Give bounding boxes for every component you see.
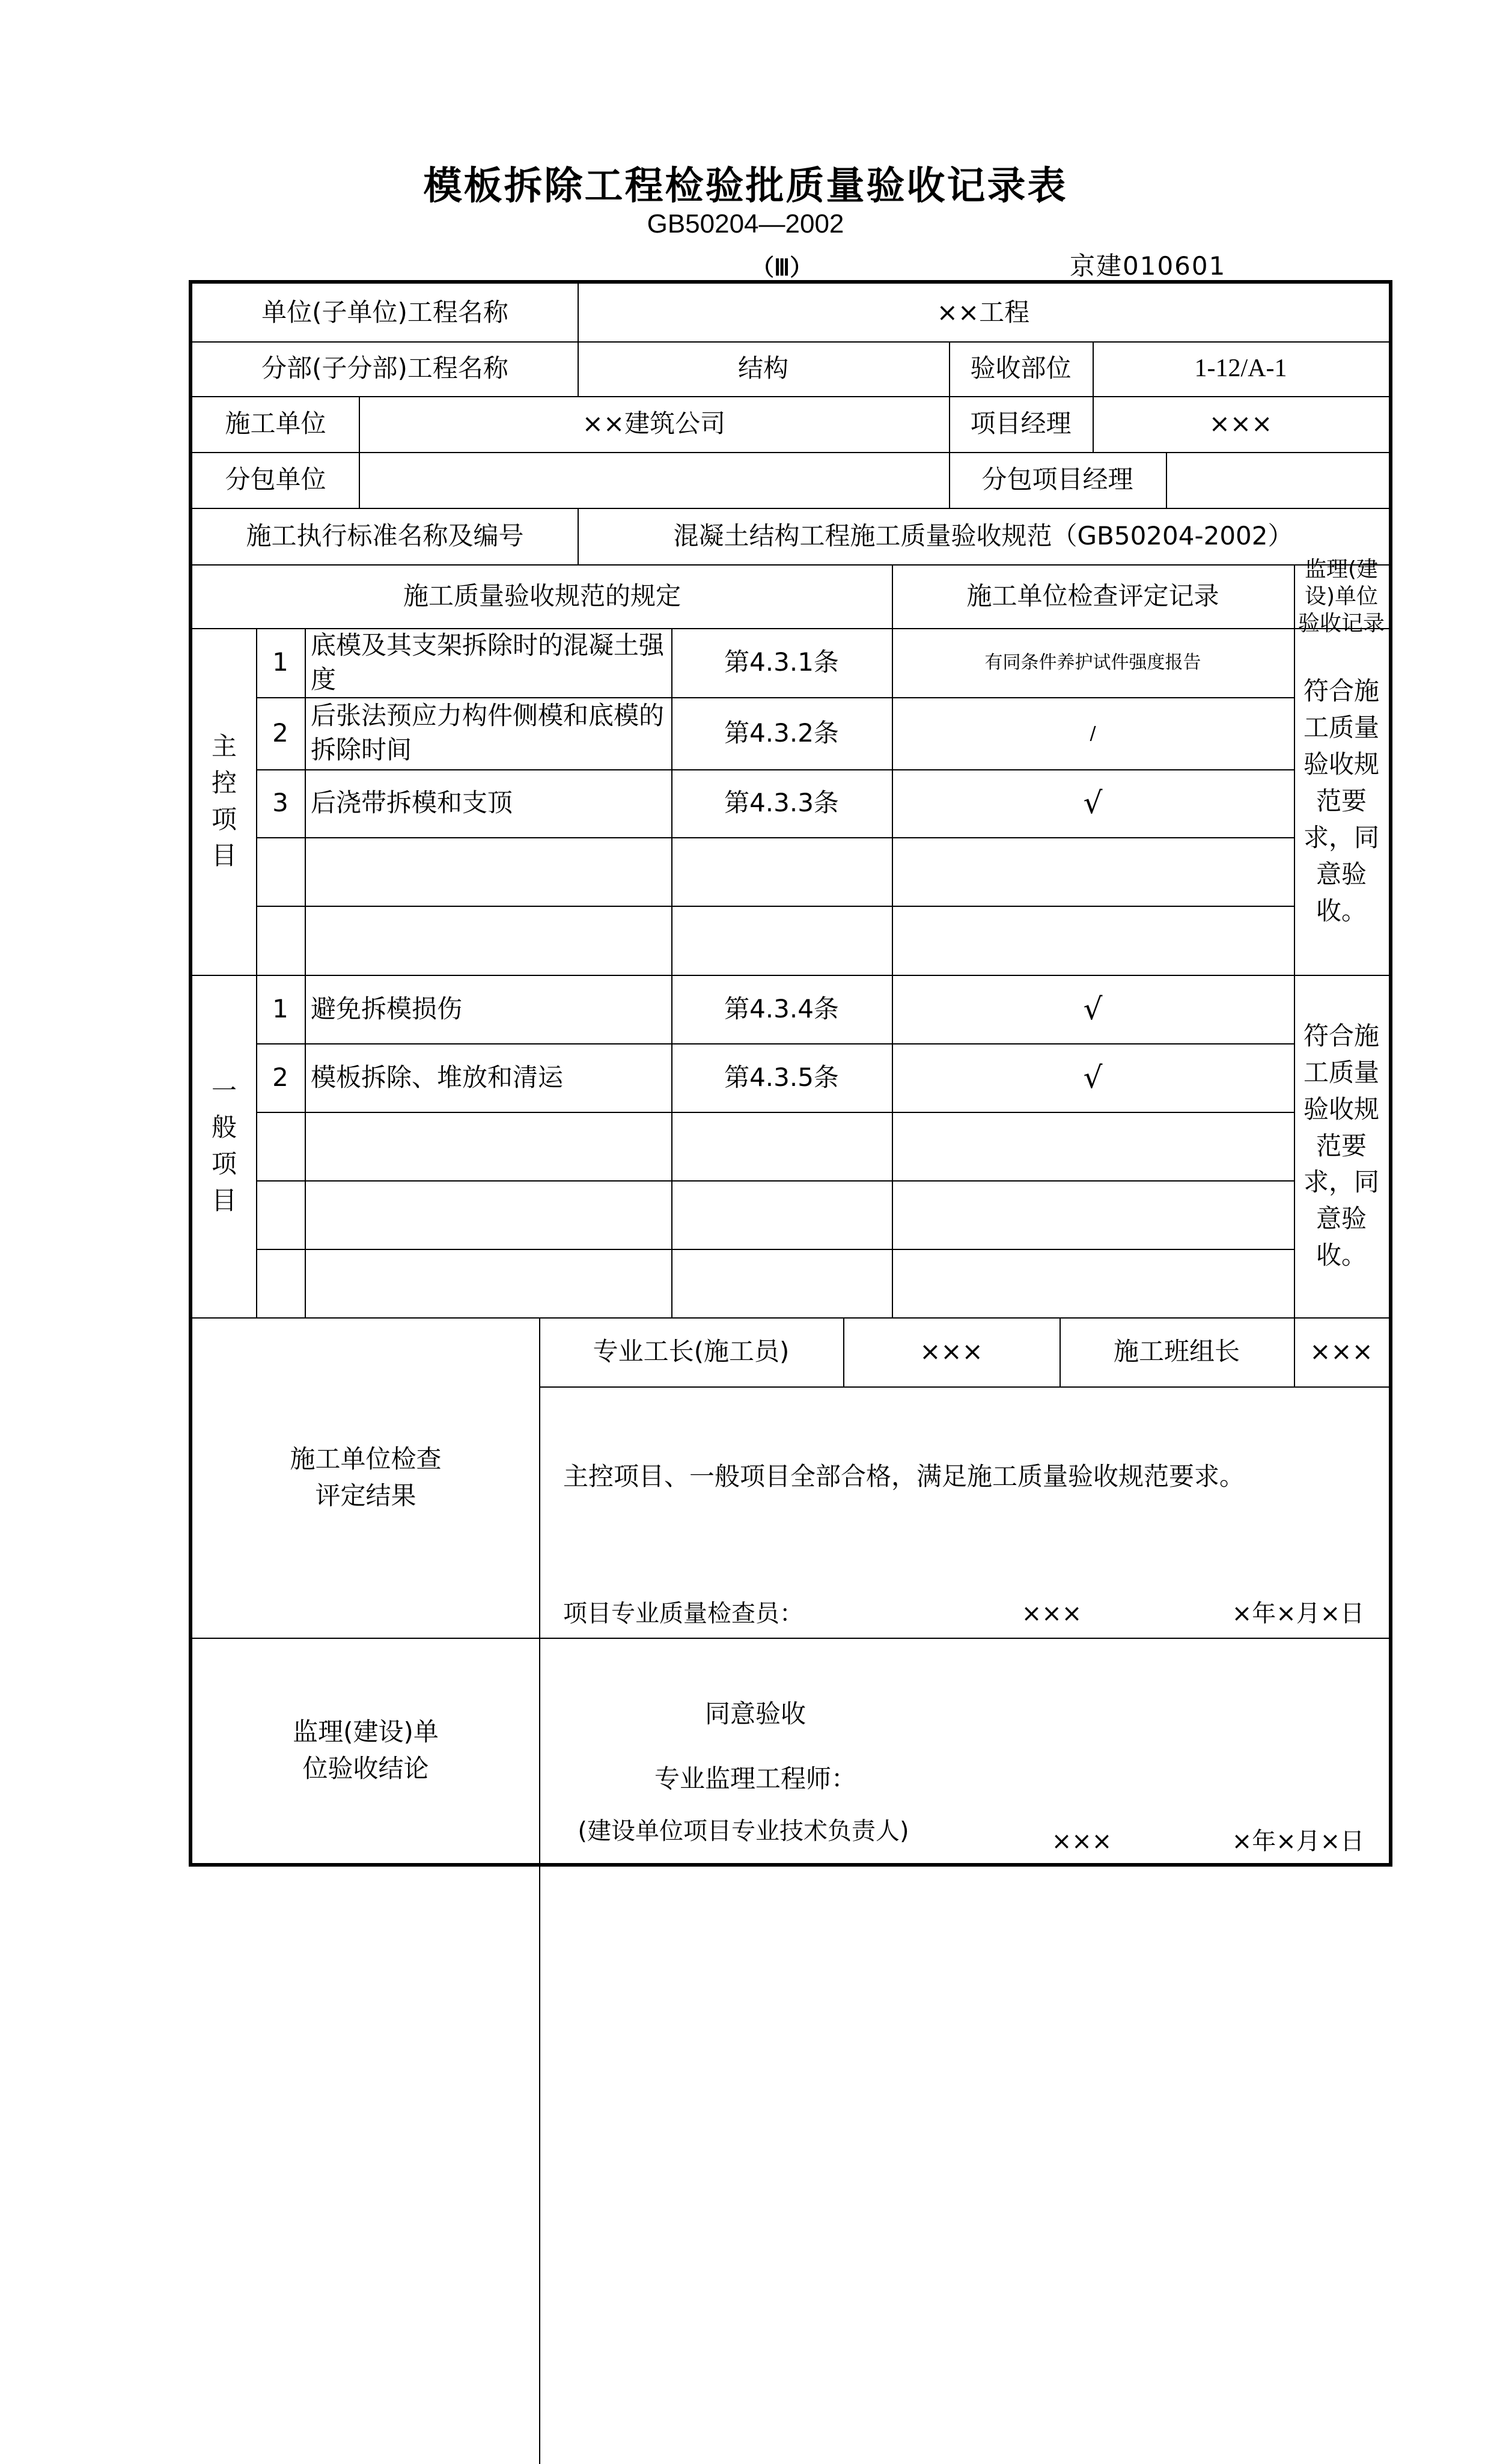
main-item-no: 1: [272, 647, 288, 677]
header-spec: 施工质量验收规范的规定: [403, 581, 681, 611]
general-items-verdict: 符合施工质量验收规范要求，同意验收。: [1303, 1020, 1379, 1270]
engineer-date: ×年×月×日: [1231, 1828, 1365, 1855]
sub-project-value: 结构: [737, 353, 788, 383]
engineer-label-2: (建设单位项目专业技术负责人): [578, 1817, 909, 1845]
inspector-date: ×年×月×日: [1231, 1600, 1365, 1627]
engineer-label: 专业监理工程师：: [654, 1764, 856, 1794]
main-items-verdict: 符合施工质量验收规范要求，同意验收。: [1303, 676, 1379, 926]
main-item-record: /: [1090, 722, 1096, 744]
engineer-value: ×××: [1051, 1828, 1112, 1855]
leader-value: ×××: [1310, 1337, 1373, 1367]
main-items-label: 主控项目: [211, 731, 237, 871]
inspector-value: ×××: [1021, 1600, 1082, 1627]
leader-label: 施工班组长: [1113, 1337, 1240, 1367]
sub-code: （Ⅲ）: [751, 255, 813, 281]
contractor-label: 施工单位: [225, 409, 326, 439]
sub-pm-label: 分包项目经理: [981, 465, 1133, 495]
document-title: 模板拆除工程检验批质量验收记录表: [423, 164, 1068, 209]
header-supervisor: 监理(建设)单位验收记录: [1297, 557, 1385, 636]
main-item-name: 底模及其支架拆除时的混凝土强度: [311, 630, 665, 694]
standard-value: 混凝土结构工程施工质量验收规范（GB50204-2002）: [673, 520, 1293, 550]
general-items-label: 一般项目: [211, 1076, 237, 1215]
contractor-value: ××建筑公司: [582, 409, 726, 439]
general-item-no: 1: [272, 993, 288, 1023]
general-item-name: 避免拆模损伤: [311, 993, 463, 1023]
general-item-record: √: [1083, 1060, 1103, 1095]
position-label: 验收部位: [970, 353, 1072, 383]
supervision-text: 同意验收: [704, 1698, 806, 1728]
check-result-label: 施工单位检查评定结果: [290, 1444, 442, 1510]
main-item-clause: 第4.3.3条: [724, 788, 839, 818]
position-value: 1-12/A-1: [1194, 355, 1287, 383]
general-item-record: √: [1083, 991, 1103, 1026]
inspection-table: [189, 280, 1392, 1867]
main-item-no: 2: [272, 718, 288, 748]
standard-code: GB50204—2002: [647, 209, 844, 239]
project-name-value: ××工程: [936, 297, 1030, 327]
supervision-label: 监理(建设)单位验收结论: [293, 1716, 439, 1783]
project-name-label: 单位(子单位)工程名称: [261, 297, 508, 327]
subcontractor-label: 分包单位: [225, 465, 326, 495]
main-item-name: 后张法预应力构件侧模和底模的拆除时间: [311, 701, 665, 764]
foreman-label: 专业工长(施工员): [593, 1337, 790, 1367]
general-item-clause: 第4.3.4条: [724, 993, 839, 1023]
sub-pm-value: [1166, 452, 1389, 508]
foreman-value: ×××: [919, 1337, 983, 1367]
inspector-label: 项目专业质量检查员：: [563, 1600, 803, 1627]
general-item-clause: 第4.3.5条: [724, 1062, 839, 1092]
main-item-no: 3: [272, 788, 288, 818]
general-item-no: 2: [272, 1062, 288, 1092]
main-item-record: 有同条件养护试件强度报告: [984, 652, 1201, 673]
main-item-clause: 第4.3.2条: [724, 718, 839, 748]
check-result-text: 主控项目、一般项目全部合格，满足施工质量验收规范要求。: [563, 1461, 1245, 1491]
header-check: 施工单位检查评定记录: [966, 581, 1219, 611]
main-item-name: 后浇带拆模和支顶: [311, 788, 513, 818]
general-item-name: 模板拆除、堆放和清运: [311, 1062, 564, 1092]
sub-project-label: 分部(子分部)工程名称: [261, 353, 508, 383]
pm-label: 项目经理: [970, 409, 1072, 439]
subcontractor-value: [359, 452, 949, 508]
standard-label: 施工执行标准名称及编号: [246, 520, 524, 550]
pm-value: ×××: [1209, 409, 1273, 439]
form-code: 京建010601: [1070, 251, 1227, 281]
main-item-clause: 第4.3.1条: [724, 647, 839, 677]
main-item-record: √: [1083, 785, 1103, 820]
